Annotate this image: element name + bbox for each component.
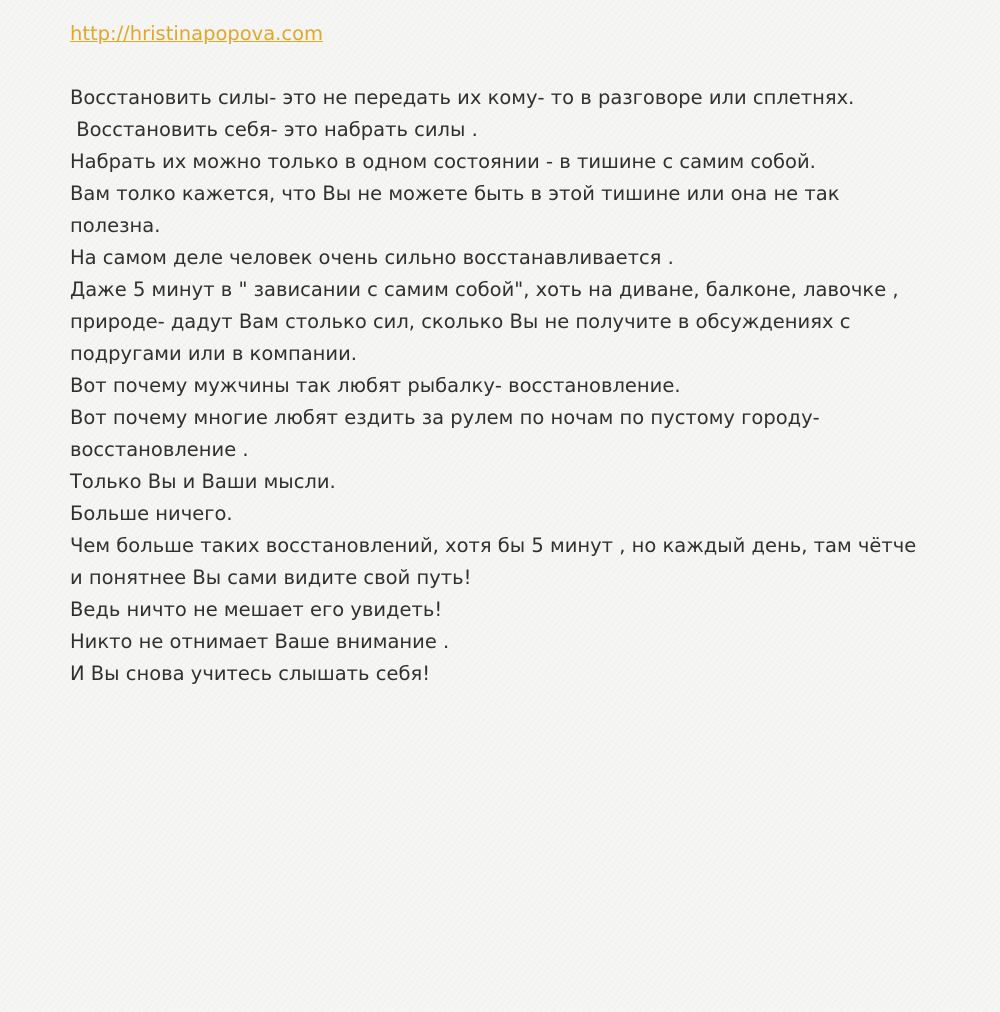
note-body[interactable] [70,18,970,690]
blank-line [70,50,970,82]
note-line: На самом деле человек очень сильно восстанавливается . [70,246,674,269]
note-line: Больше ничего. [70,502,233,525]
note-line: Восстановить силы- это не передать их кому- то в разговоре или сплетнях. [70,86,855,109]
note-line: Только Вы и Ваши мысли. [70,470,336,493]
note-line: Набрать их можно только в одном состоянии - в тишине с самим собой. [70,150,816,173]
note-line: Никто не отнимает Ваше внимание . [70,630,450,653]
note-line: Ведь ничто не мешает его увидеть! [70,598,443,621]
note-line: подругами или в компании. [70,342,357,365]
note-line: Вам толко кажется, что Вы не можете быть в этой тишине или она не так [70,182,840,205]
note-line: Вот почему мужчины так любят рыбалку- восстановление. [70,374,681,397]
note-line: И Вы снова учитесь слышать себя! [70,662,431,685]
note-line: Чем больше таких восстановлений, хотя бы 5 минут , но каждый день, там чётче [70,534,917,557]
note-line: Даже 5 минут в " зависании с самим собой", хоть на диване, балконе, лавочке , [70,278,899,301]
note-line: полезна. [70,214,161,237]
note-line: и понятнее Вы сами видите свой путь! [70,566,472,589]
note-line: Вот почему многие любят ездить за рулем по ночам по пустому городу- [70,406,820,429]
website-link[interactable]: http://hristinapopova.com [70,22,324,45]
note-line: природе- дадут Вам столько сил, сколько Вы не получите в обсуждениях с [70,310,851,333]
note-line: восстановление . [70,438,249,461]
note-line: Восстановить себя- это набрать силы . [70,118,478,141]
